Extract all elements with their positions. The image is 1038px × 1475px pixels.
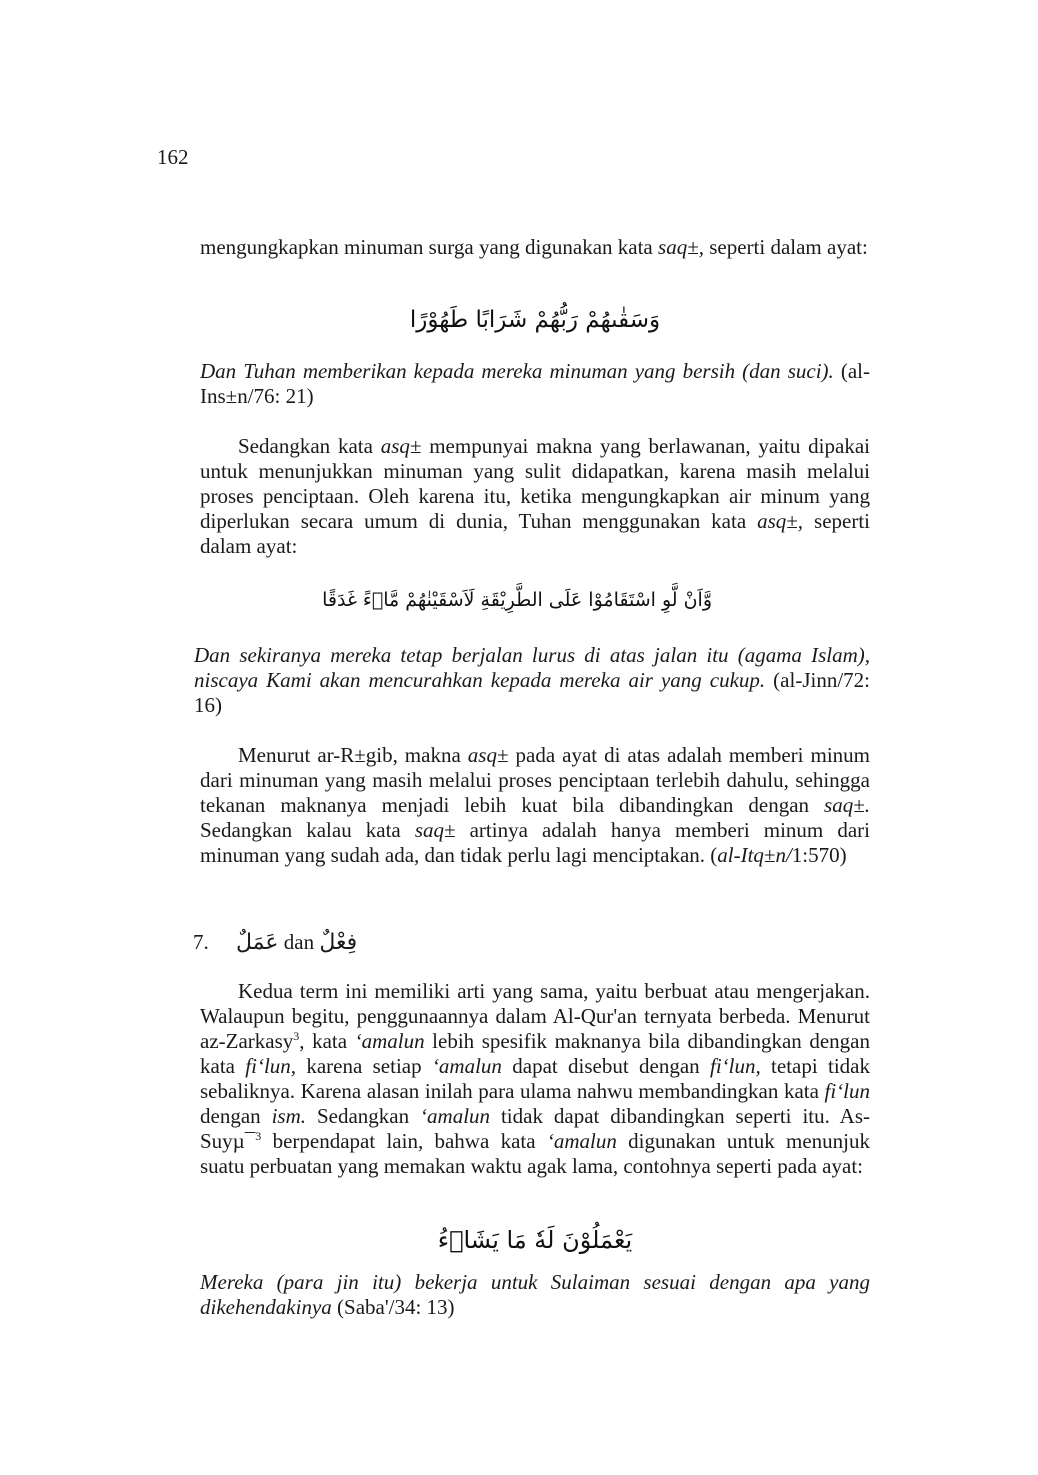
paragraph-1 bbox=[200, 235, 870, 260]
text: mempunyai makna yang berlawanan, yaitu dipakai untuk menunjukkan minuman yang sulit didapatkan, karena masih melalui proses penciptaan. Oleh karena itu, ketika mengungkapkan air minum yang diperlukan secara umum di dunia, Tuhan menggunakan kata bbox=[200, 434, 870, 533]
source: al-Itq±n/ bbox=[717, 843, 792, 867]
text: seperti dalam ayat: bbox=[703, 235, 868, 259]
term: saq± bbox=[414, 818, 456, 842]
translation-2 bbox=[194, 643, 870, 718]
term: ‘amalun bbox=[431, 1054, 502, 1078]
text: seperti dalam ayat: bbox=[200, 509, 870, 558]
term: fi‘lun, bbox=[709, 1054, 761, 1078]
text: dapat disebut dengan bbox=[501, 1054, 710, 1078]
text: mengungkapkan minuman surga yang digunakan kata bbox=[200, 235, 659, 259]
text: pada ayat di atas adalah memberi minum dari minuman yang masih melalui proses penciptaan terlebih dahulu, sehingga tekanan maknanya menjadi lebih kuat bila dibandingkan dengan bbox=[200, 743, 870, 817]
translation-1 bbox=[200, 359, 870, 409]
term: saq±. bbox=[824, 793, 870, 817]
text: tetapi tidak sebaliknya. Karena alasan inilah para ulama nahwu membandingkan kata bbox=[200, 1054, 870, 1103]
text: , kata bbox=[299, 1029, 355, 1053]
section-heading-7 bbox=[193, 928, 357, 957]
term: saq±, bbox=[658, 235, 704, 259]
term: ‘amalun bbox=[420, 1104, 491, 1128]
text: berpendapat lain, bahwa kata bbox=[261, 1129, 547, 1153]
paragraph-2 bbox=[200, 434, 870, 559]
text: dengan bbox=[200, 1104, 272, 1128]
footnote-marker: 3 bbox=[255, 1129, 262, 1143]
paragraph-3 bbox=[200, 743, 870, 868]
verse-reference: (Saba'/34: 13) bbox=[331, 1295, 455, 1319]
arabic-word-amal: عَمَلٌ bbox=[236, 930, 279, 955]
text: lebih spesifik maknanya bila dibandingkan dengan kata bbox=[200, 1029, 870, 1078]
text: Menurut ar-R±gib, makna bbox=[238, 743, 468, 767]
term: ‘amalun bbox=[354, 1029, 425, 1053]
arabic-verse-3: يَعْمَلُوْنَ لَهٗ مَا يَشَاۤءُ bbox=[437, 1226, 633, 1254]
text: Sedangkan kata bbox=[238, 434, 381, 458]
arabic-word-fil: فِعْلٌ bbox=[319, 930, 358, 955]
translation-text: Dan sekiranya mereka tetap berjalan lurus di atas jalan itu (agama Islam), niscaya Kami akan mencurahkan kepada mereka air yang cukup. bbox=[194, 643, 870, 692]
text: Kedua term ini memiliki arti yang sama, yaitu berbuat atau mengerjakan. Walaupun begitu, penggunaannya dalam Al-Qur'an ternyata berbeda. Menurut az-Zarkasy bbox=[200, 979, 870, 1053]
term: fi‘lun bbox=[824, 1079, 870, 1103]
term: asq± bbox=[467, 743, 509, 767]
verse-reference: (al-Jinn/72: 16) bbox=[194, 668, 870, 717]
text: digunakan untuk menunjuk suatu perbuatan yang memakan waktu agak lama, contohnya seperti pada ayat: bbox=[200, 1129, 870, 1178]
text: tidak dapat dibandingkan seperti itu. As-Suyµ¯ bbox=[200, 1104, 870, 1153]
verse-reference: (al-Ins±n/76: 21) bbox=[200, 359, 870, 408]
translation-text: Dan Tuhan memberikan kepada mereka minuman yang bersih (dan suci). bbox=[200, 359, 834, 383]
text: 1:570) bbox=[791, 843, 847, 867]
term: fi‘lun, bbox=[245, 1054, 297, 1078]
text: Sedangkan kalau kata bbox=[200, 818, 415, 842]
translation-3 bbox=[200, 1270, 870, 1320]
conjunction: dan bbox=[283, 930, 315, 954]
footnote-marker: 3 bbox=[293, 1029, 300, 1043]
text: Sedangkan bbox=[306, 1104, 421, 1128]
term: asq±, bbox=[757, 509, 804, 533]
page-number: 162 bbox=[157, 145, 189, 169]
text: artinya adalah hanya memberi minum dari minuman yang sudah ada, dan tidak perlu lagi menciptakan. ( bbox=[200, 818, 870, 867]
text: karena setiap bbox=[296, 1054, 432, 1078]
term: ‘amalun bbox=[546, 1129, 617, 1153]
arabic-verse-1: وَسَقٰىهُمْ رَبُّهُمْ شَرَابًا طَهُوْرًا bbox=[409, 307, 661, 333]
term: ism. bbox=[271, 1104, 307, 1128]
paragraph-4 bbox=[200, 979, 870, 1179]
section-number: 7. bbox=[193, 930, 209, 954]
term: asq± bbox=[380, 434, 422, 458]
arabic-verse-2: وَّاَنْ لَّوِ اسْتَقَامُوْا عَلَى الطَّرِيْقَةِ لَاَسْقَيْنٰهُمْ مَّاۤءً غَدَقًا bbox=[322, 589, 712, 611]
translation-text: Mereka (para jin itu) bekerja untuk Sulaiman sesuai dengan apa yang dikehendakinya bbox=[200, 1270, 870, 1319]
